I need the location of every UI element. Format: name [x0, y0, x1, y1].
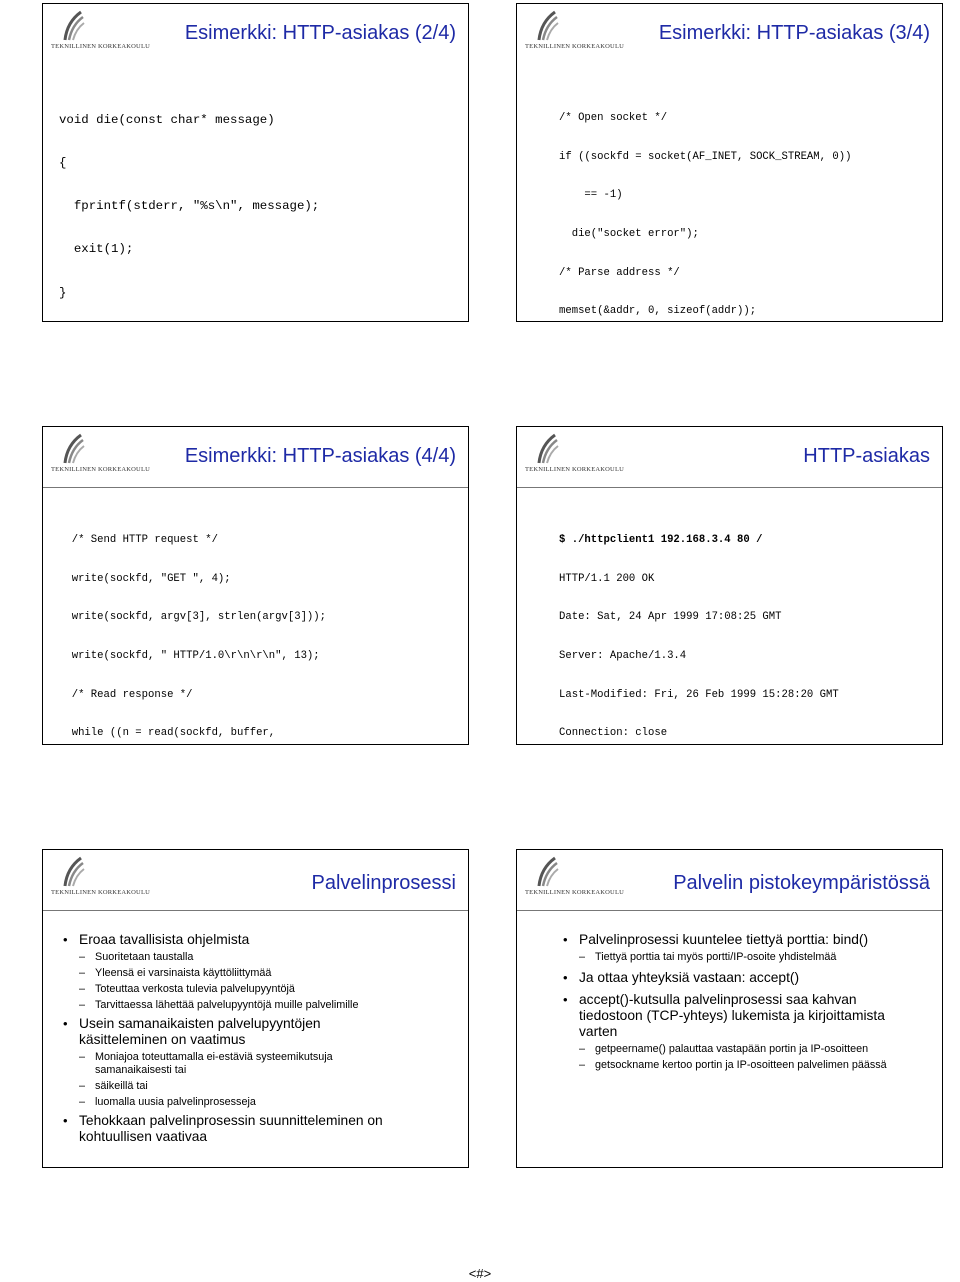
institution-name: TEKNILLINEN KORKEAKOULU — [51, 889, 151, 896]
university-logo — [51, 856, 171, 900]
bullet-item: • Palvelinprosessi kuuntelee tiettyä porttia: bind() — [559, 932, 932, 948]
code-line: exit(1); — [59, 242, 134, 257]
sub-bullet-item: – Tiettyä porttia tai myös portti/IP-osoite yhdistelmää — [559, 951, 932, 964]
code-block — [59, 508, 460, 745]
institution-name: TEKNILLINEN KORKEAKOULU — [525, 43, 625, 50]
slide-4 — [516, 426, 943, 745]
code-line: write(sockfd, " HTTP/1.0\r\n\r\n", 13); — [59, 649, 320, 662]
slide-title: Esimerkki: HTTP-asiakas (3/4) — [658, 22, 930, 44]
sub-bullet-item: – Moniajoa toteuttamalla ei-estäviä systeemikutsuja samanaikaisesti tai — [59, 1051, 458, 1077]
sub-bullet-item: – Suoritetaan taustalla — [59, 951, 458, 964]
page-number: <#> — [468, 1266, 492, 1281]
university-logo — [51, 10, 171, 54]
slide-header — [517, 427, 942, 479]
code-line: Connection: close — [559, 727, 668, 740]
slide-title: Palvelinprosessi — [311, 872, 456, 894]
code-line: while ((n = read(sockfd, buffer, — [59, 727, 276, 740]
code-line: /* Parse address */ — [559, 266, 680, 279]
code-line: /* Read response */ — [59, 688, 193, 701]
institution-name: TEKNILLINEN KORKEAKOULU — [51, 466, 151, 473]
bullet-item: • Eroaa tavallisista ohjelmista — [59, 932, 458, 948]
sub-bullet-item: – getsockname kertoo portin ja IP-osoitteen palvelimen päässä — [559, 1059, 932, 1072]
bullet-item: • Usein samanaikaisten palvelupyyntöjen käsitteleminen on vaatimus — [59, 1016, 458, 1048]
code-block — [559, 508, 934, 745]
institution-name: TEKNILLINEN KORKEAKOULU — [525, 466, 625, 473]
bullet-item: • Tehokkaan palvelinprosessin suunnitteleminen on kohtuullisen vaativaa — [59, 1113, 458, 1145]
sub-bullet-item: – Toteuttaa verkosta tulevia palvelupyyntöjä — [59, 983, 458, 996]
code-line: HTTP/1.1 200 OK — [559, 572, 655, 585]
code-line: if ((sockfd = socket(AF_INET, SOCK_STREAM, 0)) — [559, 150, 852, 163]
slide-header — [517, 850, 942, 902]
code-line: Date: Sat, 24 Apr 1999 17:08:25 GMT — [559, 611, 782, 624]
slide-title: Palvelin pistokeympäristössä — [673, 872, 930, 894]
university-logo — [525, 433, 645, 477]
sub-bullet-item: – Yleensä ei varsinaista käyttöliittymää — [59, 967, 458, 980]
slide-title: HTTP-asiakas — [803, 445, 930, 467]
slide-3 — [42, 426, 469, 745]
header-rule — [517, 910, 942, 911]
slide-2 — [516, 3, 943, 322]
code-line: Server: Apache/1.3.4 — [559, 649, 687, 662]
institution-name: TEKNILLINEN KORKEAKOULU — [525, 889, 625, 896]
university-logo — [525, 856, 645, 900]
code-line: } — [59, 285, 67, 300]
university-logo — [51, 433, 171, 477]
code-line: die("socket error"); — [559, 227, 699, 240]
slide-header — [43, 4, 468, 56]
bullet-list — [559, 928, 932, 1072]
code-line: memset(&addr, 0, sizeof(addr)); — [559, 305, 757, 318]
code-block — [59, 84, 460, 322]
slide-1 — [42, 3, 469, 322]
bullet-item: • accept()-kutsulla palvelinprosessi saa kahvan tiedostoon (TCP-yhteys) lukemista ja kirjoittamista varten — [559, 992, 932, 1040]
sub-bullet-item: – getpeername() palauttaa vastapään portin ja IP-osoitteen — [559, 1043, 932, 1056]
code-line: { — [59, 156, 67, 171]
slide-header — [517, 4, 942, 56]
sub-bullet-item: – säikeillä tai — [59, 1080, 458, 1093]
header-rule — [43, 910, 468, 911]
slide-header — [43, 850, 468, 902]
code-line: void die(const char* message) — [59, 112, 275, 127]
code-line: write(sockfd, argv[3], strlen(argv[3])); — [59, 611, 327, 624]
code-line: == -1) — [559, 189, 623, 202]
code-line: Last-Modified: Fri, 26 Feb 1999 15:28:20 GMT — [559, 688, 839, 701]
code-block — [559, 86, 934, 322]
bullet-list — [59, 928, 458, 1145]
sub-bullet-item: – Tarvittaessa lähettää palvelupyyntöjä muille palvelimille — [59, 999, 458, 1012]
institution-name: TEKNILLINEN KORKEAKOULU — [51, 43, 151, 50]
university-logo — [525, 10, 645, 54]
slide-title: Esimerkki: HTTP-asiakas (2/4) — [184, 22, 456, 44]
slide-6 — [516, 849, 943, 1168]
bullet-item: • Ja ottaa yhteyksiä vastaan: accept() — [559, 970, 932, 986]
header-rule — [517, 487, 942, 488]
code-line: write(sockfd, "GET ", 4); — [59, 572, 231, 585]
code-line: /* Send HTTP request */ — [59, 533, 218, 546]
code-line: $ ./httpclient1 192.168.3.4 80 / — [559, 533, 763, 546]
code-line: fprintf(stderr, "%s\n", message); — [59, 199, 320, 214]
code-line: /* Open socket */ — [559, 111, 668, 124]
slide-5 — [42, 849, 469, 1168]
header-rule — [43, 487, 468, 488]
sub-bullet-item: – luomalla uusia palvelinprosesseja — [59, 1096, 458, 1109]
slide-title: Esimerkki: HTTP-asiakas (4/4) — [184, 445, 456, 467]
slide-header — [43, 427, 468, 479]
